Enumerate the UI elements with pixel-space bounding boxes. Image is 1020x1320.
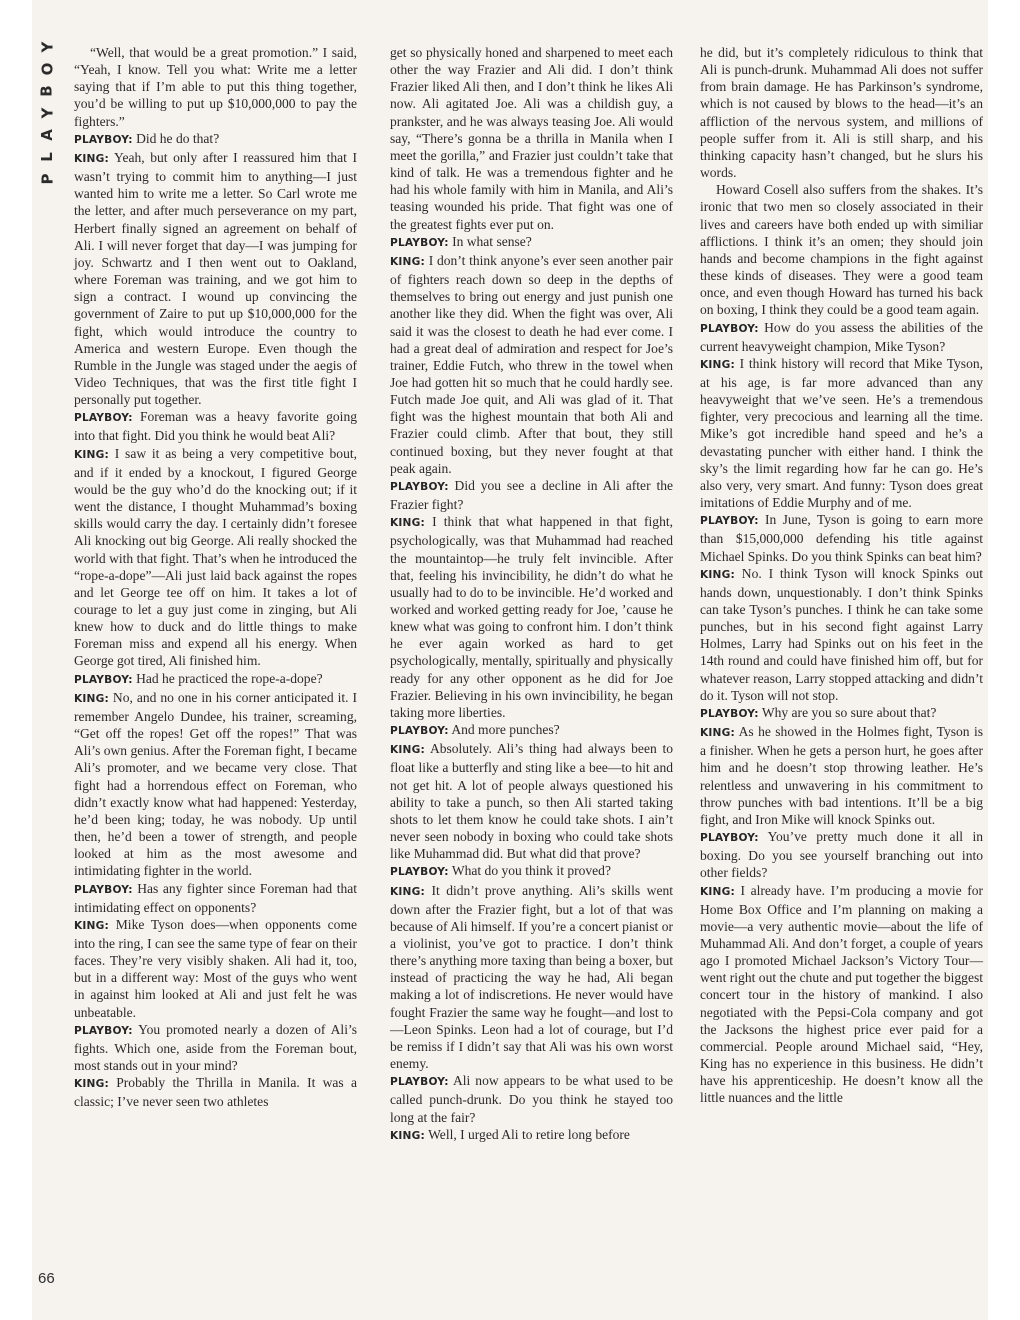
paragraph-text: Why are you so sure about that? (761, 704, 937, 720)
interview-paragraph (390, 740, 673, 862)
speaker-label: PLAYBOY: (700, 322, 759, 335)
paragraph-text: Mike Tyson does—when opponents come into the ring, I can see the same type of fear on their faces. They’re very visibly shaken. Ali had it, too, but in a different way: Most of the guys who went in against him looked at Ali and just felt he was unbeatable. (74, 916, 357, 1020)
magazine-page (32, 0, 988, 1320)
paragraph-text: In June, Tyson is going to earn more than $15,000,000 defending his title against Michael Spinks. Do you think Spinks can beat him? (700, 512, 983, 564)
paragraph-text: No, and no one in his corner anticipated it. I remember Angelo Dundee, his trainer, screaming, “Get off the ropes! Get off the ropes!” That was Ali’s own genius. After the Foreman fight, I became Ali’s promoter, and we became very close. That fight had a horrendous effect on Foreman, who didn’t exactly know what had happened: Yesterday, he’d been king; today, he was nobody. Up until then, he’d been a tower of strength, and people looked at him as the most awesome and intimidating fighter in the world. (74, 689, 357, 879)
paragraph-text: he did, but it’s completely ridiculous to think that Ali is punch-drunk. Muhammad Ali does not suffer from brain damage. He has Parkinson’s syndrome, which is not caused by blows to the head—it’s an affliction of the nervous system, and millions of people suffer from it. Ali is still sharp, and his thinking capacity hasn’t changed, but he slurs his words. (700, 45, 983, 181)
paragraph-text: Did he do that? (136, 130, 220, 146)
speaker-label: KING: (390, 517, 425, 530)
speaker-label: KING: (390, 885, 425, 898)
interview-paragraph (390, 513, 673, 721)
interview-paragraph (700, 511, 983, 564)
paragraph-text: What do you think it proved? (451, 863, 611, 879)
magazine-letter: O (37, 62, 56, 76)
paragraph-text: Ali now appears to be what used to be called punch-drunk. Do you think he stayed too long at the fair? (390, 1073, 673, 1125)
interview-paragraph (700, 355, 983, 511)
page-number: 66 (38, 1270, 55, 1287)
paragraph-text: Has any fighter since Foreman had that intimidating effect on opponents? (74, 880, 358, 915)
speaker-label: KING: (390, 744, 425, 757)
paragraph-text: No. I think Tyson will knock Spinks out hands down, unquestionably. I don’t think Spinks can take Tyson’s punches. I think he can take some punches, but in his second fight against Larry Holmes, Larry had Spinks out on his feet in the 14th round and could have finished him off, but for whatever reason, Larry stopped attacking and didn’t do it. Tyson will not stop. (700, 565, 983, 703)
speaker-label: KING: (74, 152, 109, 165)
speaker-label: PLAYBOY: (74, 673, 133, 686)
paragraph-text: As he showed in the Holmes fight, Tyson is a finisher. When he gets a person hurt, he goes after him and he doesn’t stop throwing leather. He’s relentless and unwavering in his commitment to throw punches with bad intentions. It’ll be a big fight, and Iron Mike will knock Spinks out. (700, 724, 984, 827)
speaker-label: PLAYBOY: (700, 707, 759, 720)
interview-paragraph (74, 408, 357, 444)
interview-paragraph (700, 319, 983, 355)
speaker-label: KING: (390, 255, 425, 268)
paragraph-text: You’ve pretty much done it all in boxing. Do you see yourself branching out into other fields? (700, 829, 983, 881)
text-column-2 (390, 44, 673, 1145)
speaker-label: KING: (700, 358, 735, 371)
speaker-label: PLAYBOY: (700, 832, 759, 845)
interview-paragraph (74, 130, 357, 149)
interview-paragraph (390, 1126, 673, 1145)
speaker-label: KING: (700, 568, 735, 581)
paragraph-text: I already have. I’m producing a movie for Home Box Office and I’m planning on making a movie—a very authentic movie—about the life of Muhammad Ali. And don’t forget, a couple of years ago I promoted Michael Jackson’s Victory Tour—went right out the chute and put together the biggest concert tour in the history of mankind. I also negotiated with the Pepsi-Cola company and got the Jacksons the highest price ever paid for a commercial. People around Michael said, “Hey, King has no experience in this business. He didn’t have his apprenticeship. He doesn’t know all the little nuances and the little (700, 882, 983, 1106)
paragraph-text: Foreman was a heavy favorite going into that fight. Did you think he would beat Ali? (74, 409, 357, 444)
paragraph-text: get so physically honed and sharpened to meet each other the way Frazier and Ali did. I don’t think Frazier liked Ali then, and I don’t think he likes Ali now. Ali agitated Joe. Ali was a childish guy, a prankster, and he was always teasing Joe. Ali would say, “There’s gonna be a thrilla in Manila when I meet the gorilla,” and Frazier just couldn’t take that kind of talk. He was a tremendous fighter and he had his whole family with him in Manila, and Ali’s teasing wounded his pride. That fight was one of the greatest fights ever put on. (390, 45, 673, 232)
paragraph-text: Absolutely. Ali’s thing had always been to float like a butterfly and sting like a bee—to hit and not get hit. A lot of people always questioned his ability to take a punch, so then Ali started taking shots to let them know he could take shots. I ain’t never seen nobody in boxing who could take shots like Muhammad did. But what did that prove? (390, 741, 673, 862)
interview-paragraph (390, 862, 673, 881)
speaker-label: KING: (74, 692, 109, 705)
interview-paragraph (74, 689, 357, 880)
magazine-letter: L (38, 152, 56, 162)
paragraph-text: I don’t think anyone’s ever seen another pair of fighters reach down so deep in the depths of themselves to bring out energy and just punish one another like they did. When the fight was over, Ali said it was the closest to death he had ever come. I had a great deal of admiration and respect for Joe’s trainer, Eddie Futch, who threw in the towel when Joe had gotten hit so much that he could hardly see. Futch made Joe quit, and Ali was glad of it. That fight was the highest mountain that both Ali and Frazier could climb. After that bout, they still continued boxing, but they never fought at that peak again. (390, 252, 673, 476)
magazine-letter: Y (38, 41, 56, 53)
paragraph-text: I saw it as being a very competitive bout, and if it ended by a knockout, I figured George would be the guy who’d do the knocking out; if it went the distance, I thought Muhammad’s boxing skills would carry the day. I certainly didn’t foresee Ali knocking out big George. Ali really shocked the world with that fight. That’s when he introduced the “rope-a-dope”—Ali just laid back against the ropes and let George tee off on him. It takes a lot of courage to let a guy just come in zinging, but Ali knew how to duck and do little things to make Foreman miss and expend all his energy. When George got tired, Ali finished him. (74, 445, 358, 669)
interview-paragraph (390, 233, 673, 252)
speaker-label: PLAYBOY: (700, 515, 759, 528)
speaker-label: PLAYBOY: (74, 1024, 133, 1037)
interview-paragraph (74, 916, 357, 1021)
magazine-letter: A (37, 129, 56, 141)
speaker-label: PLAYBOY: (390, 725, 449, 738)
paragraph-text: Well, I urged Ali to retire long before (428, 1126, 630, 1142)
interview-paragraph (700, 828, 983, 881)
paragraph-text: You promoted nearly a dozen of Ali’s fights. Which one, aside from the Foreman bout, most stands out in your mind? (74, 1021, 357, 1074)
speaker-label: PLAYBOY: (390, 866, 449, 879)
interview-paragraph (700, 723, 983, 828)
paragraph-text: Yeah, but only after I reassured him that I wasn’t trying to commit him to anything—I just wanted him to write me a letter. So Carl wrote me the letter, and after much perseverance on my part, Herbert finally signed an agreement on behalf of Ali. I will never forget that day—I was jumping for joy. Schwartz and I then went out to Oakland, where Foreman was training, and we got him to sign a contract. I wound up convincing the government of Zaire to put up $10,000,000 for the fight, which would introduce the country to America and western Europe. Even though the Rumble in the Jungle was staged under the aegis of Video Techniques, that was the first title fight I personally put together. (74, 149, 357, 408)
speaker-label: KING: (74, 448, 109, 461)
speaker-label: KING: (700, 885, 735, 898)
paragraph-text: How do you assess the abilities of the current heavyweight champion, Mike Tyson? (700, 319, 983, 354)
speaker-label: PLAYBOY: (390, 480, 449, 493)
interview-paragraph (390, 44, 673, 233)
paragraph-text: And more punches? (451, 722, 560, 738)
paragraph-text: Did you see a decline in Ali after the Frazier fight? (390, 477, 673, 513)
interview-paragraph (74, 445, 357, 670)
interview-paragraph (700, 882, 983, 1107)
paragraph-text: Probably the Thrilla in Manila. It was a classic; I’ve never seen two athletes (74, 1075, 357, 1110)
interview-paragraph (74, 670, 357, 689)
speaker-label: PLAYBOY: (74, 412, 133, 425)
interview-paragraph (390, 1072, 673, 1125)
paragraph-text: In what sense? (452, 233, 532, 249)
interview-paragraph (390, 882, 673, 1073)
text-column-3 (700, 44, 983, 1107)
speaker-label: PLAYBOY: (74, 133, 133, 146)
interview-paragraph (74, 880, 357, 916)
interview-paragraph (74, 1074, 357, 1110)
text-column-1 (74, 44, 357, 1111)
speaker-label: KING: (74, 919, 109, 932)
interview-paragraph (700, 44, 983, 181)
speaker-label: KING: (700, 727, 735, 740)
paragraph-text: Had he practiced the rope-a-dope? (136, 670, 323, 686)
interview-paragraph (390, 252, 673, 477)
magazine-letter: Y (38, 107, 56, 119)
speaker-label: KING: (390, 1129, 425, 1142)
speaker-label: PLAYBOY: (390, 1076, 449, 1089)
speaker-label: KING: (74, 1078, 109, 1091)
interview-paragraph (74, 149, 357, 408)
paragraph-text: Howard Cosell also suffers from the shakes. It’s ironic that two men so closely associated in their lives and careers have both ended up with similiar afflictions. I think it’s an omen; they should join hands and become champions in the fight against these kinds of diseases. They were a good team once, and even though Howard has turned his back on boxing, I think they could be a good team again. (700, 182, 983, 318)
magazine-letter: P (38, 173, 56, 185)
speaker-label: PLAYBOY: (74, 883, 133, 896)
interview-paragraph (700, 704, 983, 723)
interview-paragraph (74, 1021, 357, 1074)
speaker-label: PLAYBOY: (390, 236, 449, 249)
magazine-letter: B (38, 85, 56, 97)
paragraph-text: I think that what happened in that fight, psychologically, was that Muhammad had reached the mountaintop—he truly felt invincible. After that, feeling his invincibility, he didn’t do what he usually had to do to be invincible. He’d worked and worked and worked getting ready for Joe, ’cause he knew what was going to confront him. I don’t think he ever again worked as hard to get psychologically, mentally, spiritually and physically ready for any other opponent as he did for Joe Frazier. Believing in his own invincibility, he began taking more liberties. (390, 514, 673, 720)
paragraph-text: I think history will record that Mike Tyson, at his age, is far more advanced than any heavyweight that we’ve seen. He’s a tremendous fighter, very precocious and learning all the time. Mike’s got incredible hand speed and he’s a devastating puncher with either hand. I think the sky’s the limit regarding how far he can go. He’s also very, very smart. And funny: Tyson does great imitations of Eddie Murphy and of me. (700, 355, 984, 511)
magazine-name-vertical (34, 36, 60, 190)
interview-paragraph (74, 44, 357, 130)
interview-paragraph (700, 181, 983, 318)
interview-paragraph (390, 721, 673, 740)
interview-paragraph (390, 477, 673, 513)
paragraph-text: It didn’t prove anything. Ali’s skills went down after the Frazier fight, but a lot of that was because of Ali himself. If you’re a concert pianist or a violinist, you’ve got to practice. I don’t think there’s anything more taxing than being a boxer, but instead of practicing the way he had, Ali began making a lot of indiscretions. He never would have fought Frazier the same way he fought—and lost to—Leon Spinks. Leon had a lot of courage, but I’d be remiss if I didn’t say that Ali was his own worst enemy. (390, 882, 673, 1072)
paragraph-text: “Well, that would be a great promotion.” I said, “Yeah, I know. Tell you what: Write me a letter saying that if I’m able to put this thing together, you’d be willing to put up $10,000,000 to pay the fighters.” (74, 45, 357, 129)
interview-paragraph (700, 565, 983, 704)
